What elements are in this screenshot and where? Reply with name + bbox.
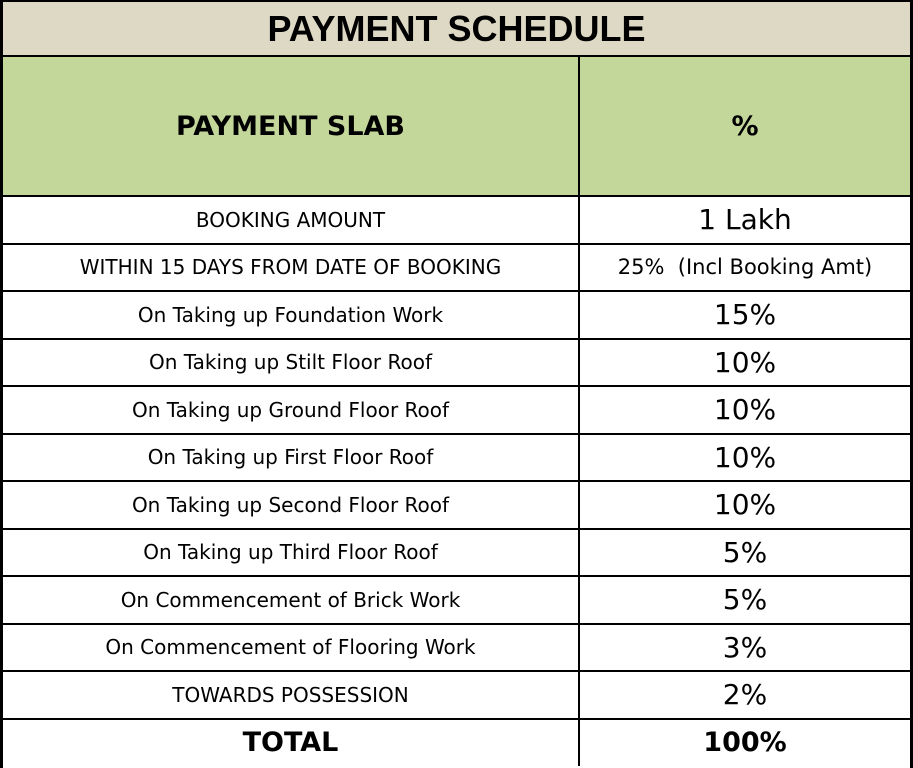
value-cell: 10% [579, 386, 910, 434]
table-row [3, 386, 910, 434]
slab-cell: On Taking up Ground Floor Roof [3, 386, 579, 434]
value-cell: 25% (Incl Booking Amt) [579, 244, 910, 292]
table-header-row [3, 57, 910, 196]
table-row [3, 244, 910, 292]
slab-cell: On Taking up Third Floor Roof [3, 529, 579, 577]
value-cell: 10% [579, 434, 910, 482]
table-row [3, 434, 910, 482]
table-row [3, 481, 910, 529]
table-row [3, 196, 910, 244]
slab-cell: On Taking up Foundation Work [3, 291, 579, 339]
page-title: PAYMENT SCHEDULE [3, 0, 910, 57]
table-row [3, 624, 910, 672]
value-cell: 3% [579, 624, 910, 672]
total-label: TOTAL [3, 719, 579, 767]
header-payment-slab: PAYMENT SLAB [3, 57, 579, 196]
slab-cell: On Taking up Stilt Floor Roof [3, 339, 579, 387]
payment-schedule-table [3, 57, 910, 766]
value-cell: 5% [579, 576, 910, 624]
table-row [3, 291, 910, 339]
value-cell: 1 Lakh [579, 196, 910, 244]
table-row [3, 671, 910, 719]
total-value: 100% [579, 719, 910, 767]
value-cell: 2% [579, 671, 910, 719]
total-row [3, 719, 910, 767]
slab-cell: On Taking up First Floor Roof [3, 434, 579, 482]
value-cell: 15% [579, 291, 910, 339]
slab-cell: On Commencement of Brick Work [3, 576, 579, 624]
value-cell: 5% [579, 529, 910, 577]
slab-cell: On Commencement of Flooring Work [3, 624, 579, 672]
header-percent: % [579, 57, 910, 196]
value-cell: 10% [579, 481, 910, 529]
table-row [3, 576, 910, 624]
table-row [3, 339, 910, 387]
slab-cell: On Taking up Second Floor Roof [3, 481, 579, 529]
slab-cell: WITHIN 15 DAYS FROM DATE OF BOOKING [3, 244, 579, 292]
value-cell: 10% [579, 339, 910, 387]
table-row [3, 529, 910, 577]
slab-cell: BOOKING AMOUNT [3, 196, 579, 244]
slab-cell: TOWARDS POSSESSION [3, 671, 579, 719]
